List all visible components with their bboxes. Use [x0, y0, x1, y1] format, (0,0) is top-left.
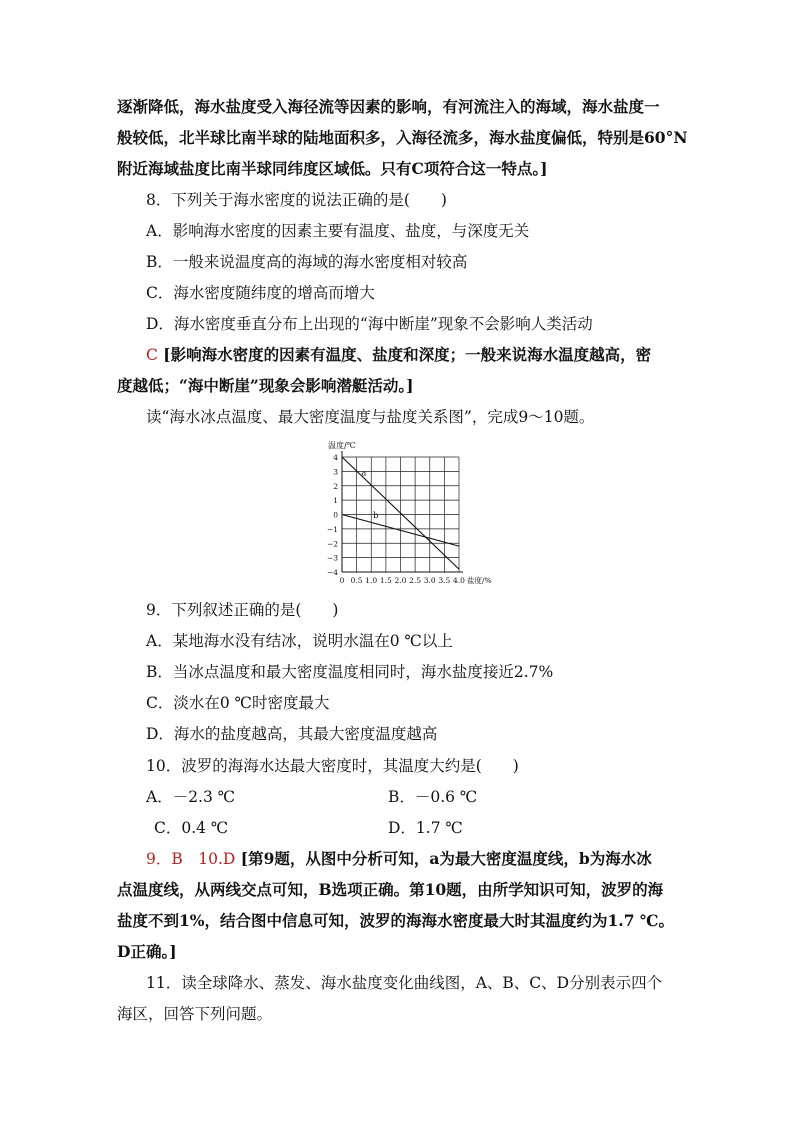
y-tick-label: −2: [326, 539, 338, 549]
q9-stem: 9．下列叙述正确的是( ): [146, 601, 339, 619]
x-tick-label: 1.0: [365, 576, 378, 585]
q10-option-c: C．0.4 ℃: [154, 819, 229, 837]
q9-option-b: B．当冰点温度和最大密度温度相同时，海水盐度接近2.7%: [146, 663, 554, 681]
answer-9-10-label: 9．B 10.D: [146, 850, 236, 868]
y-tick-label: 2: [333, 481, 338, 491]
q8-answer-letter: C: [146, 346, 158, 364]
answer-9-10-text: [第9题，从图中分析可知，a为最大密度温度线，b为海水冰: [240, 849, 652, 868]
y-tick-label: −1: [326, 524, 338, 534]
x-axis-label: 盐度/%: [467, 576, 492, 585]
answer-9-10: [146, 849, 652, 869]
series-label-b: b: [373, 511, 379, 521]
series-label-a: a: [361, 468, 367, 478]
chart-labels: [327, 440, 492, 585]
q8-option-a: A．影响海水密度的因素主要有温度、盐度，与深度无关: [146, 222, 530, 240]
explanation-line: 附近海域盐度比南半球同纬度区域低。只有C项符合这一特点。]: [117, 159, 548, 178]
answer-9-10-line: 盐度不到1%，结合图中信息可知，波罗的海海水密度最大时其温度约为1.7 ℃。: [117, 911, 674, 930]
q9-option-d: D．海水的盐度越高，其最大密度温度越高: [146, 725, 438, 743]
q8-answer: [146, 345, 651, 365]
x-tick-label: 3.5: [438, 576, 451, 585]
q8-option-b: B．一般来说温度高的海域的海水密度相对较高: [146, 253, 468, 271]
x-tick-label: 1.5: [379, 576, 392, 585]
read-prompt: 读“海水冰点温度、最大密度温度与盐度关系图”，完成9～10题。: [146, 408, 595, 426]
q8-stem: 8．下列关于海水密度的说法正确的是( ): [146, 191, 447, 209]
q10-option-b: B．－0.6 ℃: [388, 788, 478, 806]
x-tick-label: 4.0: [453, 576, 465, 585]
y-axis-label: 温度/℃: [328, 441, 356, 450]
q8-answer-text: [影响海水密度的因素有温度、盐度和深度；一般来说海水温度越高，密: [163, 345, 652, 364]
chart-grid: [342, 451, 463, 572]
x-tick-label: 0.5: [350, 576, 363, 585]
salinity-temperature-chart: [322, 437, 507, 587]
q9-option-c: C．淡水在0 ℃时密度最大: [146, 694, 330, 712]
answer-9-10-line: 点温度线，从两线交点可知，B选项正确。第10题，由所学知识可知，波罗的海: [117, 880, 664, 899]
q8-option-c: C．海水密度随纬度的增高而增大: [146, 284, 375, 302]
explanation-line: 逐渐降低，海水盐度受入海径流等因素的影响，有河流注入的海域，海水盐度一: [117, 97, 660, 116]
explanation-line: 般较低，北半球比南半球的陆地面积多，入海径流多，海水盐度偏低，特别是60°N: [117, 128, 688, 147]
y-tick-label: 0: [333, 510, 338, 520]
y-tick-label: 4: [333, 453, 338, 462]
q8-option-d: D．海水密度垂直分布上出现的“海中断崖”现象不会影响人类活动: [146, 315, 593, 333]
answer-9-10-line: D正确。]: [117, 942, 177, 961]
x-tick-label: 2.5: [409, 576, 422, 585]
q8-answer-continued: 度越低；“海中断崖”现象会影响潜艇活动。]: [117, 376, 414, 395]
x-tick-label: 2.0: [394, 576, 407, 585]
q10-stem: 10．波罗的海海水达最大密度时，其温度大约是( ): [146, 757, 519, 775]
q11-stem-continued: 海区，回答下列问题。: [117, 1005, 273, 1023]
q11-stem: 11．读全球降水、蒸发、海水盐度变化曲线图，A、B、C、D分别表示四个: [146, 974, 663, 992]
q9-option-a: A．某地海水没有结冰，说明水温在0 ℃以上: [146, 632, 453, 650]
y-tick-label: −4: [326, 568, 338, 577]
y-tick-label: 3: [333, 467, 338, 477]
x-tick-label: 0: [339, 576, 345, 585]
x-tick-label: 3.0: [423, 576, 436, 585]
q10-option-d: D．1.7 ℃: [388, 819, 463, 837]
y-tick-label: −3: [326, 553, 338, 563]
y-tick-label: 1: [333, 496, 338, 506]
q10-option-a: A．－2.3 ℃: [146, 788, 236, 806]
